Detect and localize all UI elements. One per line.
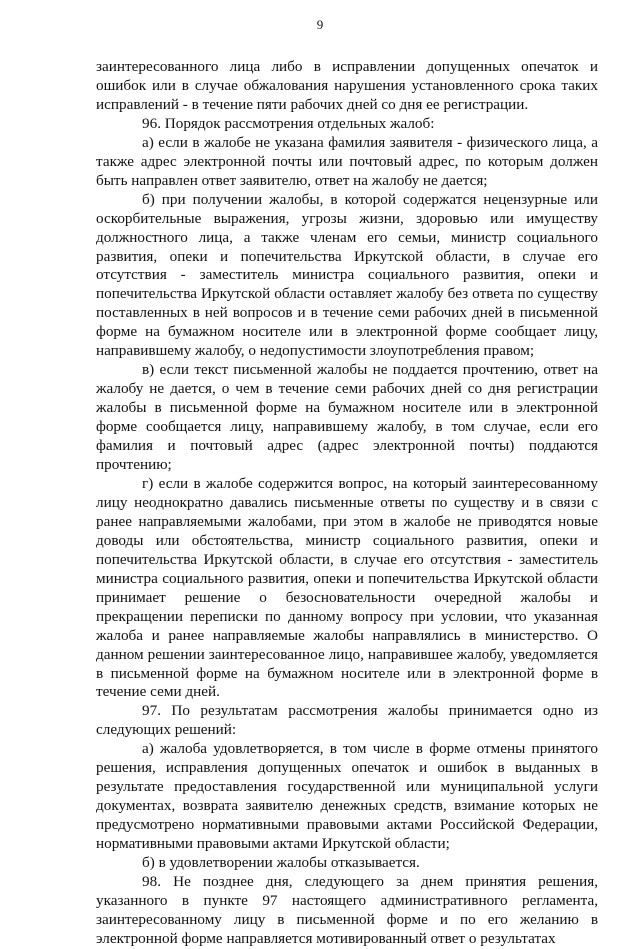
page-number: 9 — [316, 17, 324, 32]
paragraph-item-96: 96. Порядок рассмотрения отдельных жалоб: — [142, 114, 435, 132]
paragraph-item-97-b: б) в удовлетворении жалобы отказывается. — [142, 854, 420, 872]
paragraph-item-96-g: г) если в жалобе содержится вопрос, на который заинтересованному лицу неоднократно давались письменные ответы по существу и в связи с ранее направляемыми жалобами, при этом в жалобе не приводятся новые доводы или обстоятельства, министр социального развития, опеки и попечительства Иркутской области, в случае его отсутствия - заместитель министра социального развития, опеки и попечительства Иркутской области принимает решение о безосновательности очередной жалобы и прекращении переписки по данному вопросу при условии, что указанная жалоба и ранее направляемые жалобы направлялись в министерство. О данном решении заинтересованное лицо, направившее жалобу, уведомляется в письменной форме на бумажном носителе или в электронной форме в течение семи дней. — [96, 474, 598, 701]
paragraph-item-96-a: а) если в жалобе не указана фамилия заявителя - физического лица, а также адрес электронной почты или почтовый адрес, по которым должен быть направлен ответ заявителю, ответ на жалобу не дается; — [96, 133, 598, 189]
paragraph-item-97-a: а) жалоба удовлетворяется, в том числе в форме отмены принятого решения, исправления допущенных опечаток и ошибок в выданных в результате предоставления государственной или муниципальной услуги документах, возврата заявителю денежных средств, взимание которых не предусмотрено нормативными правовыми актами Российской Федерации, нормативными правовыми актами Иркутской области; — [96, 740, 598, 853]
document-body — [96, 58, 598, 949]
paragraph-item-98: 98. Не позднее дня, следующего за днем принятия решения, указанного в пункте 97 настоящего административного регламента, заинтересованному лицу в письменной форме и по его желанию в электронной форме направляется мотивированный ответ о результатах — [96, 872, 598, 947]
paragraph-continuation: заинтересованного лица либо в исправлении допущенных опечаток и ошибок или в случае обжалования нарушения установленного срока таких исправлений - в течение пяти рабочих дней со дня ее регистрации. — [96, 58, 598, 113]
paragraph-item-96-b: б) при получении жалобы, в которой содержатся нецензурные или оскорбительные выражения, угрозы жизни, здоровью или имуществу должностного лица, а также членам его семьи, министр социального развития, опеки и попечительства Иркутской области, в случае его отсутствия - заместитель министра социального развития, опеки и попечительства Иркутской области оставляет жалобу без ответа по существу поставленных в ней вопросов и в течение семи рабочих дней в письменной форме на бумажном носителе или в электронной форме сообщает лицу, направившему жалобу, о недопустимости злоупотребления правом; — [96, 190, 598, 360]
paragraph-item-96-v: в) если текст письменной жалобы не поддается прочтению, ответ на жалобу не дается, о чем в течение семи рабочих дней со дня регистрации жалобы в письменной форме на бумажном носителе или в электронной форме сообщается лицу, направившему жалобу, в том случае, если его фамилия и почтовый адрес (адрес электронной почты) поддаются прочтению; — [96, 361, 598, 474]
paragraph-item-97: 97. По результатам рассмотрения жалобы принимается одно из следующих решений: — [96, 702, 598, 739]
